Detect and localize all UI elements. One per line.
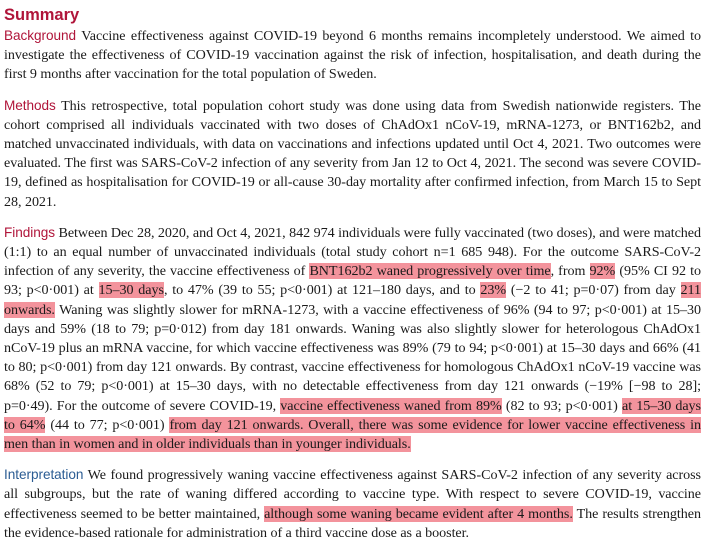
highlight-211-onwards: 211 onwards. bbox=[4, 282, 701, 318]
summary-title: Summary bbox=[4, 6, 80, 24]
methods-label: Methods bbox=[4, 97, 56, 113]
highlight-92-percent: 92% bbox=[589, 263, 616, 280]
methods-text: This retrospective, total population cohort study was done using data from Swedish nationwide registers. The cohort comprised all individuals vaccinated with two doses of ChAdOx1 nCoV-19, mRNA-1273, or BNT162b2, and matched unvaccinated individuals, with data on vaccinations and infections updated until Oct 4, 2021. Two outcomes were evaluated. The first was SARS-CoV-2 infection of any severity from Jan 12 to Oct 4, 2021. The second was severe COVID-19, defined as hospitalisation for COVID-19 or all-cause 30-day mortality after confirmed infection, from March 15 to Sept 28, 2021. bbox=[4, 97, 702, 210]
highlight-15-30-days: 15–30 days bbox=[98, 282, 164, 299]
interpretation-text: We found progressively waning vaccine effectiveness against SARS-CoV-2 infection of any severity across all subgroups, but the rate of waning differed according to vaccine type. With respect to severe COVID-19, vaccine effectiveness seemed to be better maintained, bbox=[4, 467, 701, 522]
findings-text: (−2 to 41; p=0·07) from day bbox=[506, 282, 681, 299]
interpretation-label: Interpretation bbox=[4, 467, 84, 483]
background-text: Vaccine effectiveness against COVID-19 beyond 6 months remains incompletely understood. We aimed to investigate the effectiveness of COVID-19 vaccination against the risk of infection, hospitalisation, and death during the first 9 months after vaccination for the total population of Sweden. bbox=[4, 28, 701, 83]
findings-text: , from bbox=[550, 263, 590, 280]
methods-paragraph bbox=[4, 96, 701, 212]
highlight-overall-evidence: from day 121 onwards. Overall, there was some evidence for lower vaccine effectiveness in men than in women and in older individuals than in younger individuals. bbox=[4, 416, 701, 453]
findings-text: (82 to 93; p<0·001) bbox=[501, 397, 622, 414]
highlight-bnt-waning: BNT162b2 waned progressively over time bbox=[309, 263, 551, 280]
background-label: Background bbox=[4, 28, 77, 43]
findings-label: Findings bbox=[4, 224, 55, 240]
background-paragraph bbox=[4, 26, 701, 85]
highlight-15-30-to-64: at 15–30 days to 64% bbox=[4, 397, 701, 433]
interpretation-text: The results strengthen the evidence-based rationale for administration of a third vaccine dose as a booster. bbox=[4, 505, 701, 541]
findings-text: , to 47% (39 to 55; p<0·001) at 121–180 days, and to bbox=[163, 282, 481, 299]
highlight-23-percent: 23% bbox=[480, 282, 507, 299]
findings-text: (44 to 77; p<0·001) bbox=[45, 416, 170, 433]
findings-paragraph bbox=[4, 223, 701, 454]
findings-text: Waning was slightly slower for mRNA-1273, with a vaccine effectiveness of 96% (94 to 97; p<0·001) at 15–30 days and 59% (18 to 79; p=0·012) from day 181 onwards. Waning was also slightly slower for heterologous ChAdOx1 nCoV-19 plus an mRNA vaccine, for which vaccine effectiveness was 89% (79 to 94; p<0·001) at 15–30 days and 66% (41 to 80; p<0·001) from day 121 onwards. By contrast, vaccine effectiveness for homologous ChAdOx1 nCoV-19 vaccine was 68% (52 to 79; p<0·001) at 15–30 days, with no detectable effectiveness from day 121 onwards (−19% [−98 to 28]; p=0·49). For the outcome of severe COVID-19, bbox=[4, 301, 701, 414]
highlight-waning-after-4-months: although some waning became evident after 4 months. bbox=[264, 505, 573, 522]
findings-text: Between Dec 28, 2020, and Oct 4, 2021, 842 974 individuals were fully vaccinated (two doses), and were matched (1:1) to an equal number of unvaccinated individuals (total study cohort n=1 685 948). For the outcome SARS-CoV-2 infection of any severity, the vaccine effectiveness of bbox=[4, 224, 701, 280]
interpretation-paragraph bbox=[4, 465, 701, 543]
findings-text: (95% CI 92 to 93; p<0·001) at bbox=[4, 263, 701, 299]
highlight-severe-waning: vaccine effectiveness waned from 89% bbox=[280, 397, 502, 414]
